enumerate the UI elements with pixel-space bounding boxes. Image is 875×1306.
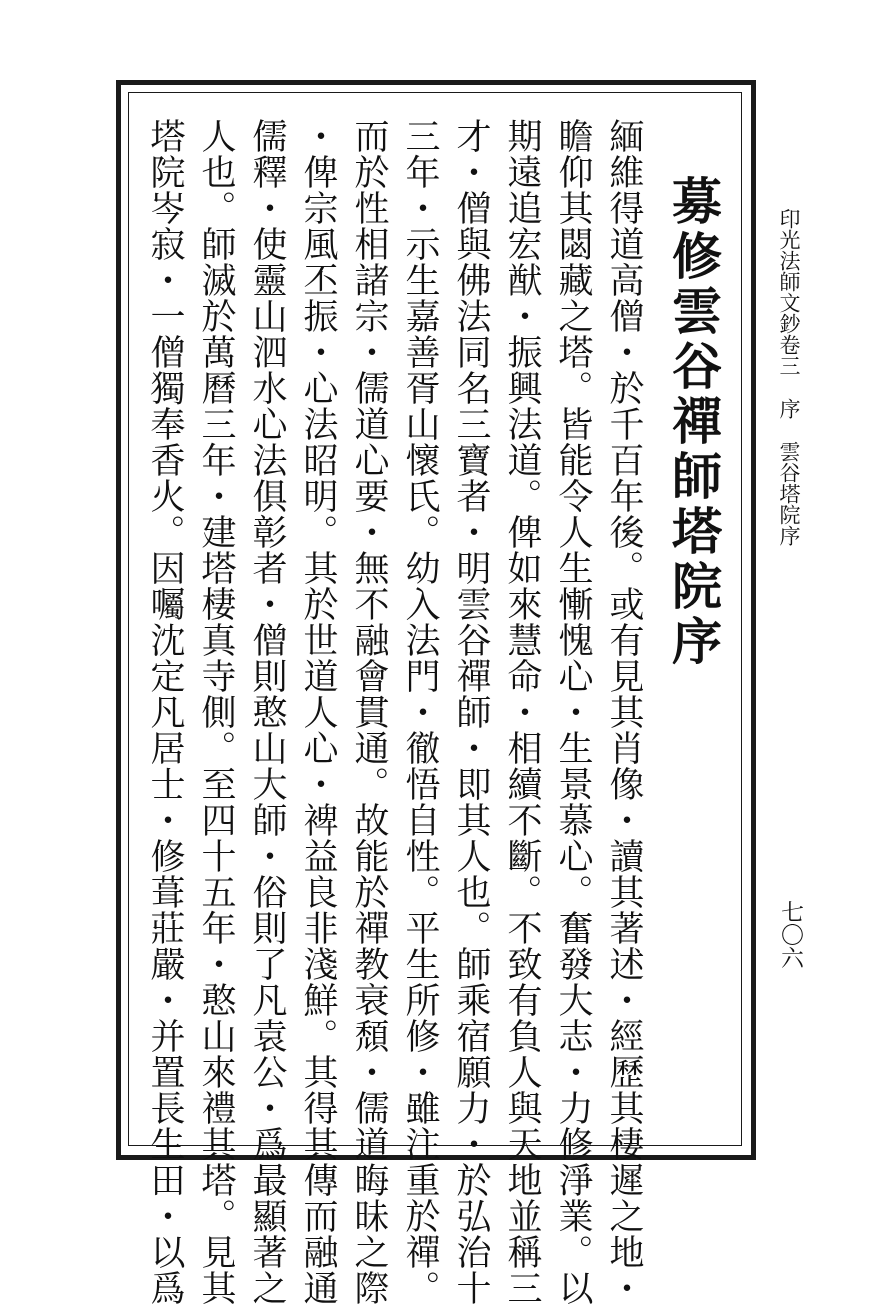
text-column-5: 三年・示生嘉善胥山懷氏。幼入法門・徹悟自性。平生所修・雖注重於禪。 [400, 118, 440, 1306]
running-head-section: 序 [777, 398, 801, 419]
document-title: 募修雲谷禪師塔院序 [664, 175, 723, 670]
text-column-9: 人也。師滅於萬曆三年・建塔棲真寺側。至四十五年・憨山來禮其塔。見其 [196, 118, 236, 1306]
page-number: 七〇六 [777, 900, 803, 969]
running-head [778, 208, 799, 546]
text-column-3: 期遠追宏猷・振興法道。俾如來慧命・相續不斷。不致有負人與天地並稱三 [502, 118, 542, 1306]
text-column-1: 緬維得道高僧・於千百年後。或有見其肖像・讀其著述・經歷其棲遲之地・ [604, 118, 644, 1306]
running-head-book: 印光法師文鈔卷三 [777, 208, 801, 376]
text-column-2: 瞻仰其閟藏之塔。皆能令人生慚愧心・生景慕心。奮發大志・力修淨業。以 [553, 118, 593, 1306]
text-column-7: ・俾宗風丕振・心法昭明。其於世道人心・裨益良非淺鮮。其得其傳而融通 [298, 118, 338, 1306]
text-column-4: 才・僧與佛法同名三寶者・明雲谷禪師・即其人也。師乘宿願力・於弘治十 [451, 118, 491, 1306]
text-column-10: 塔院岑寂・一僧獨奉香火。因囑沈定凡居士・修葺莊嚴・并置長生田・以爲 [145, 118, 185, 1306]
running-head-chapter: 雲谷塔院序 [777, 441, 801, 546]
text-column-8: 儒釋・使靈山泗水心法俱彰者・僧則憨山大師・俗則了凡袁公・爲最顯著之 [247, 118, 287, 1306]
text-column-6: 而於性相諸宗・儒道心要・無不融會貫通。故能於禪教衰頹・儒道晦昧之際 [349, 118, 389, 1306]
